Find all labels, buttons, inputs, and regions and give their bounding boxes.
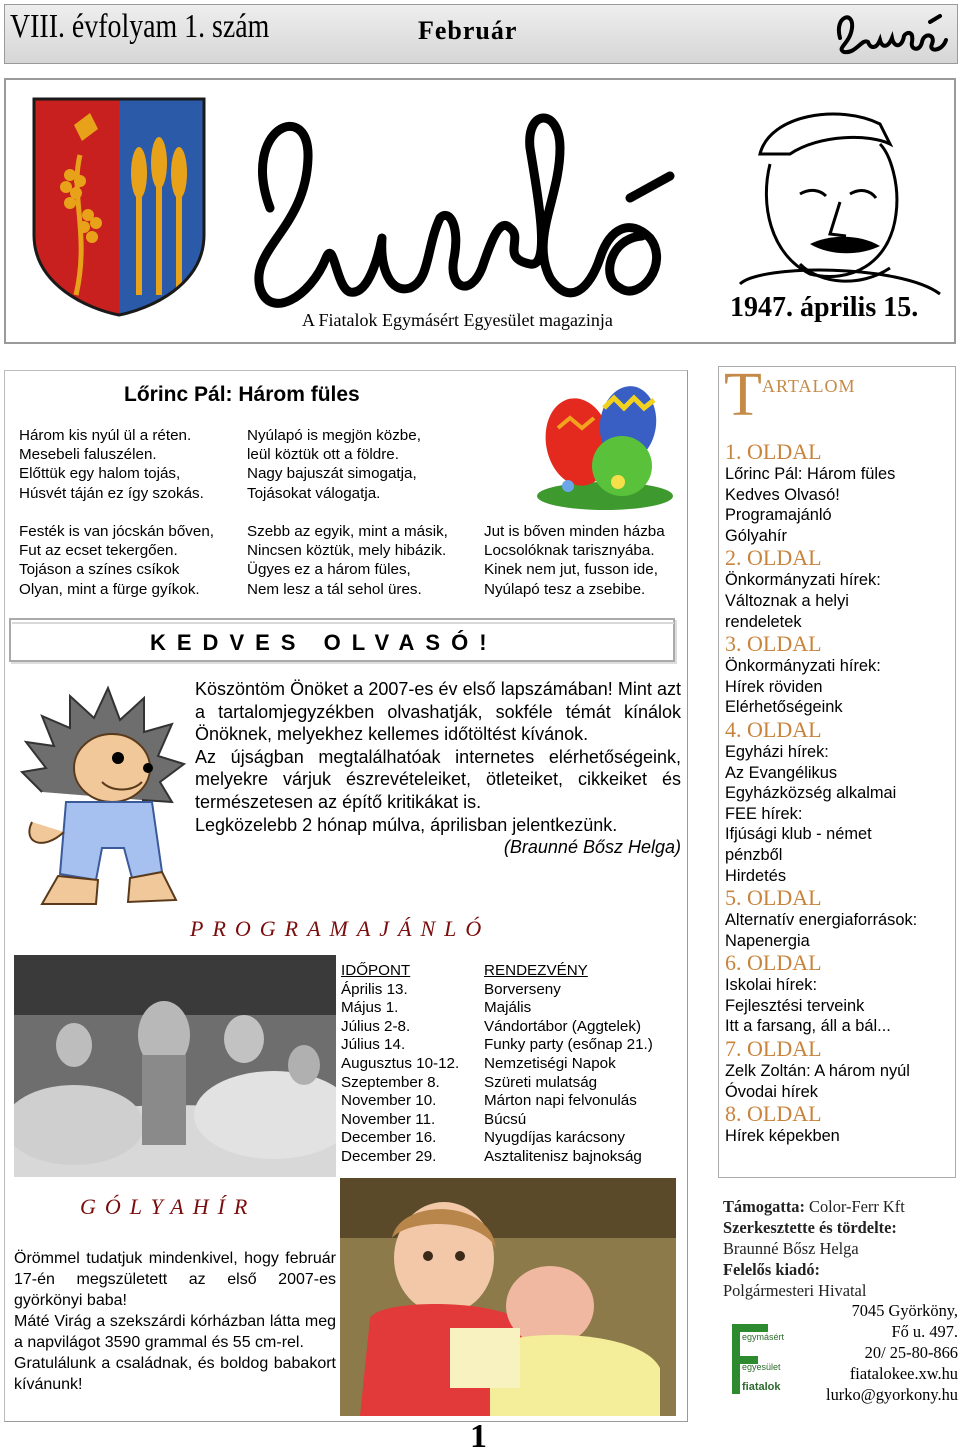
- poem-line: Nincsen köztük, mely hibázik.: [247, 542, 447, 560]
- toc-item[interactable]: Iskolai hírek:: [725, 976, 818, 995]
- toc-item[interactable]: Változnak a helyi: [725, 591, 849, 610]
- toc-section-label[interactable]: 3. OLDAL: [725, 631, 822, 657]
- toc-section-label[interactable]: 5. OLDAL: [725, 885, 822, 911]
- toc-initial: T: [724, 361, 762, 429]
- publisher-name: Polgármesteri Hivatal: [723, 1281, 867, 1300]
- toc-item[interactable]: Önkormányzati hírek:: [725, 657, 881, 676]
- letter-paragraph: Köszöntöm Önöket a 2007-es év első lapszámában! Mint azt a tartalomjegyzékben olvashatják, sokféle témát kínálok Önöknek, melyekhez kellemes időtöltést kívánok.: [195, 679, 681, 745]
- publisher-label: Felelős kiadó:: [723, 1260, 820, 1279]
- program-event: Nemzetiségi Napok: [484, 1054, 616, 1072]
- poem-line: Kinek nem jut, fusson ide,: [484, 561, 658, 579]
- program-date: Július 14.: [341, 1036, 406, 1054]
- table-row: [341, 1092, 653, 1111]
- poem-stanza: [247, 426, 421, 503]
- poem-line: Festék is van jócskán bőven,: [19, 523, 215, 540]
- program-event: Majális: [484, 999, 532, 1017]
- website-link[interactable]: fiatalokee.xw.hu: [849, 1364, 958, 1383]
- poem-line: Locsolóknak tarisznyába.: [484, 542, 655, 560]
- program-date: November 11.: [341, 1110, 436, 1128]
- toc-section-label[interactable]: 1. OLDAL: [725, 439, 822, 464]
- baby-photo: [340, 1178, 676, 1416]
- toc-item[interactable]: Elérhetőségeink: [725, 698, 843, 717]
- toc-item[interactable]: Itt a farsang, áll a bál...: [725, 1017, 891, 1036]
- table-row: [341, 1074, 653, 1093]
- program-event: Márton napi felvonulás: [484, 1092, 637, 1110]
- poem-line: Tojásokat válogatja.: [247, 484, 381, 502]
- contact-address: [790, 1300, 958, 1405]
- toc-item[interactable]: Óvodai hírek: [725, 1082, 818, 1101]
- sponsor-label: Támogatta:: [723, 1197, 805, 1216]
- phone-number: 20/ 25-80-866: [864, 1343, 958, 1362]
- poem-line: Fut az ecset tekergően.: [19, 542, 178, 560]
- table-row: [341, 1148, 653, 1167]
- poem-line: Nyúlapó is megjön közbe,: [247, 427, 421, 444]
- table-row: [341, 1111, 653, 1130]
- toc-item[interactable]: Zelk Zoltán: A három nyúl: [725, 1062, 910, 1081]
- poem-line: Húsvét táján ez így szokás.: [19, 484, 204, 502]
- toc-item[interactable]: Kedves Olvasó!: [725, 485, 840, 504]
- toc-item[interactable]: Fejlesztési terveink: [725, 996, 865, 1015]
- editor-name: Braunné Bősz Helga: [723, 1239, 859, 1258]
- program-event: Funky party (esőnap 21.): [484, 1036, 653, 1054]
- poem-title: Lőrinc Pál: Három füles: [124, 383, 360, 406]
- program-event: Búcsú: [484, 1110, 527, 1128]
- program-title: PROGRAMAJÁNLÓ: [190, 916, 491, 941]
- poem-line: Nem lesz a tál sehol üres.: [247, 580, 422, 598]
- toc-item[interactable]: Ifjúsági klub - német: [725, 825, 872, 844]
- stork-news-title: GÓLYAHÍR: [80, 1194, 257, 1219]
- program-event: Borverseny: [484, 980, 561, 998]
- date-stamp: 1947. április 15.: [730, 292, 919, 323]
- program-date: Május 1.: [341, 999, 399, 1017]
- program-event: Asztalitenisz bajnokság: [484, 1147, 642, 1165]
- toc-title: ARTALOM: [762, 376, 856, 396]
- poem-line: Ügyes ez a három füles,: [247, 561, 411, 579]
- poem-line: Nyúlapó tesz a zsebibe.: [484, 580, 646, 598]
- toc-section-label[interactable]: 4. OLDAL: [725, 716, 822, 742]
- poem-stanza: [19, 522, 214, 599]
- program-col-date: IDŐPONT: [341, 962, 411, 979]
- program-date: Július 2-8.: [341, 1017, 411, 1035]
- toc-item[interactable]: Hírek röviden: [725, 677, 823, 696]
- email-link[interactable]: lurko@gyorkony.hu: [826, 1385, 958, 1404]
- toc-item[interactable]: Önkormányzati hírek:: [725, 571, 881, 590]
- toc-section-label[interactable]: 8. OLDAL: [725, 1101, 822, 1127]
- toc-item[interactable]: Alternatív energiaforrások:: [725, 911, 918, 930]
- page-number: 1: [470, 1418, 487, 1455]
- toc-item[interactable]: Hirdetés: [725, 866, 787, 885]
- toc-item[interactable]: rendeletek: [725, 612, 802, 631]
- letter-paragraph: Legközelebb 2 hónap múlva, áprilisban jelentkezünk.: [195, 814, 618, 835]
- toc-item[interactable]: Gólyahír: [725, 526, 787, 545]
- stork-news-text: [14, 1248, 336, 1395]
- table-of-contents: [725, 440, 955, 1147]
- toc-item[interactable]: Egyházközség alkalmai: [725, 784, 897, 803]
- toc-item[interactable]: Egyházi hírek:: [725, 742, 829, 761]
- stork-paragraph: Máté Virág a szekszárdi kórházban látta meg a napvilágot 3590 grammal és 55 cm-rel.: [14, 1313, 336, 1351]
- imprint: [723, 1196, 959, 1301]
- poem-line: leül köztük ott a földre.: [247, 446, 399, 464]
- table-row: [341, 999, 653, 1018]
- poem-line: Olyan, mint a fürge gyíkok.: [19, 580, 200, 598]
- poem-line: Jut is bőven minden házba: [484, 523, 665, 540]
- lurko-title-logo: [230, 88, 700, 328]
- toc-item[interactable]: Az Evangélikus: [725, 763, 838, 782]
- poem-line: Előttük egy halom tojás,: [19, 465, 181, 483]
- poem-stanza: [484, 522, 665, 599]
- program-date: Április 13.: [341, 980, 408, 998]
- foam-party-photo: [14, 955, 336, 1177]
- table-row: [341, 1036, 653, 1055]
- toc-item[interactable]: Napenergia: [725, 931, 810, 950]
- toc-item[interactable]: Hírek képekben: [725, 1127, 840, 1146]
- poem-stanza: [19, 426, 204, 503]
- hedgehog-illustration: [12, 672, 190, 917]
- toc-item[interactable]: Programajánló: [725, 506, 832, 525]
- table-row: [341, 1129, 653, 1148]
- program-event: Vándortábor (Aggtelek): [484, 1017, 642, 1035]
- poem-line: Szebb az egyik, mint a másik,: [247, 523, 448, 540]
- program-date: November 10.: [341, 1092, 437, 1110]
- editor-label: Szerkesztette és tördelte:: [723, 1218, 897, 1237]
- issue-number: VIII. évfolyam 1. szám: [10, 8, 270, 45]
- table-row: [341, 1055, 653, 1074]
- easter-eggs-icon: [530, 378, 680, 510]
- table-row: [341, 981, 653, 1000]
- svg-text:egyesület: egyesület: [742, 1362, 781, 1372]
- poem-stanza: [247, 522, 448, 599]
- table-row: [341, 1018, 653, 1037]
- program-col-event: RENDEZVÉNY: [484, 962, 588, 979]
- poem-line: Három kis nyúl ül a réten.: [19, 427, 192, 444]
- stork-paragraph: Örömmel tudatjuk mindenkivel, hogy február 17-én megszületett az első 2007-es györkönyi baba!: [14, 1250, 336, 1309]
- poem-line: Tojáson a színes csíkok: [19, 561, 180, 579]
- magazine-caption: A Fiatalok Egymásért Egyesület magazinja: [302, 310, 613, 330]
- letter-signature: (Braunné Bősz Helga): [503, 837, 681, 858]
- toc-item[interactable]: pénzből: [725, 845, 783, 864]
- letter-paragraph: Az újságban megtalálhatóak internetes elérhetőségeink, melyekre várjuk észrevételeiket, ötleteiket, cikkeiket és természetesen az építő kritikákat is.: [195, 746, 681, 812]
- coat-of-arms-icon: [30, 95, 208, 317]
- toc-item[interactable]: FEE hírek:: [725, 804, 803, 823]
- fee-logo-icon: [728, 1320, 798, 1398]
- svg-text:egymásért: egymásért: [742, 1332, 785, 1342]
- program-table: [341, 962, 653, 1167]
- program-date: Augusztus 10-12.: [341, 1054, 460, 1072]
- program-date: December 16.: [341, 1129, 437, 1147]
- stork-paragraph: Gratulálunk a családnak, és boldog babakort kívánunk!: [14, 1355, 336, 1393]
- banner-line: [12, 622, 674, 624]
- toc-section-label[interactable]: 2. OLDAL: [725, 545, 822, 571]
- issue-month: Február: [418, 16, 518, 45]
- poem-line: Nagy bajuszát simogatja,: [247, 465, 417, 483]
- address-line: Fő u. 497.: [891, 1322, 958, 1341]
- program-date: Szeptember 8.: [341, 1073, 440, 1091]
- svg-text:fiatalok: fiatalok: [742, 1381, 781, 1393]
- toc-item[interactable]: Lőrinc Pál: Három füles: [725, 465, 896, 483]
- toc-section-label[interactable]: 6. OLDAL: [725, 950, 822, 976]
- sponsor-name: Color-Ferr Kft: [809, 1197, 905, 1216]
- program-header-row: [341, 962, 653, 981]
- address-line: 7045 Györköny,: [851, 1301, 958, 1320]
- reader-title: KEDVES OLVASÓ!: [150, 630, 498, 655]
- program-event: Szüreti mulatság: [484, 1073, 598, 1091]
- caricature-portrait: [700, 84, 950, 332]
- program-date: December 29.: [341, 1147, 437, 1165]
- lurko-small-logo: [832, 8, 952, 56]
- editor-letter: [195, 678, 681, 859]
- poem-line: Mesebeli faluszélen.: [19, 446, 157, 464]
- program-event: Nyugdíjas karácsony: [484, 1129, 625, 1147]
- toc-section-label[interactable]: 7. OLDAL: [725, 1036, 822, 1062]
